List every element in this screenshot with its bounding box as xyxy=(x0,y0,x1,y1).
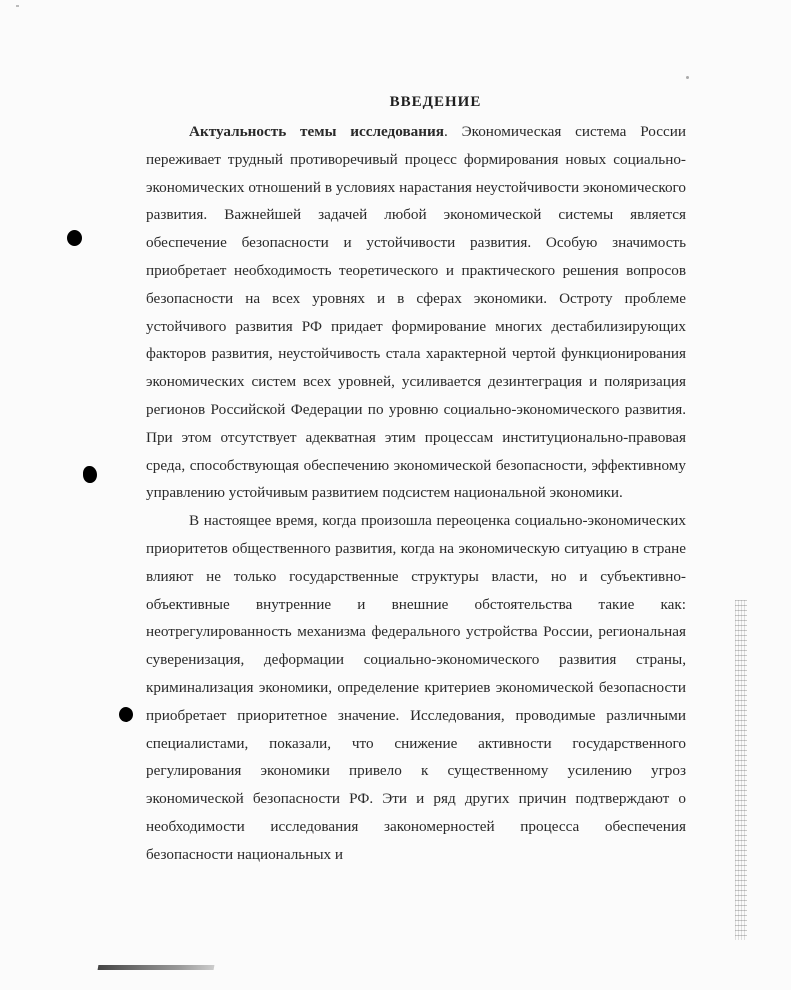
hole-punch-mark xyxy=(67,230,82,246)
scan-speck xyxy=(686,76,689,79)
hole-punch-mark xyxy=(83,466,97,483)
lead-phrase: Актуальность темы исследования xyxy=(189,123,444,140)
paragraph-2: В настоящее время, когда произошла переоценка социально-экономических приоритетов общественного развития, когда на экономическую ситуацию в стране влияют не только государственные структуры власти, но и субъективно-объективные внутренние и внешние обстоятельства такие как: неотрегулированность механизма федерального устройства России, региональная суверенизация, деформации социально-экономического развития страны, криминализация экономики, определение критериев экономической безопасности приобретает приоритетное значение. Исследования, проводимые различными специалистами, показали, что снижение активности государственного регулирования экономики привело к существенному усилению угроз экономической безопасности РФ. Эти и ряд других причин подтверждают о необходимости исследования закономерностей процесса обеспечения безопасности национальных и xyxy=(146,512,686,863)
section-heading: ВВЕДЕНИЕ xyxy=(389,94,482,110)
scan-scratch xyxy=(98,965,215,970)
scan-speck xyxy=(16,5,19,7)
paragraph-1 xyxy=(146,118,686,507)
scan-edge-noise xyxy=(735,600,747,940)
hole-punch-mark xyxy=(119,707,133,722)
paragraph-1-text: . Экономическая система России переживает трудный противоречивый процесс формирования новых социально-экономических отношений в условиях нарастания неустойчивости экономического развития. Важнейшей задачей любой экономической системы является обеспечение безопасности и устойчивости развития. Особую значимость приобретает необходимость теоретического и практического решения вопросов безопасности на всех уровнях и в сферах экономики. Остроту проблеме устойчивого развития РФ придает формирование многих дестабилизирующих факторов развития, неустойчивость стала характерной чертой функционирования экономических систем всех уровней, усиливается дезинтеграция и поляризация регионов Российской Федерации по уровню социально-экономического развития. При этом отсутствует адекватная этим процессам институционально-правовая среда, способствующая обеспечению экономической безопасности, эффективному управлению устойчивым развитием подсистем национальной экономики. xyxy=(146,123,686,502)
body-text xyxy=(146,118,686,869)
